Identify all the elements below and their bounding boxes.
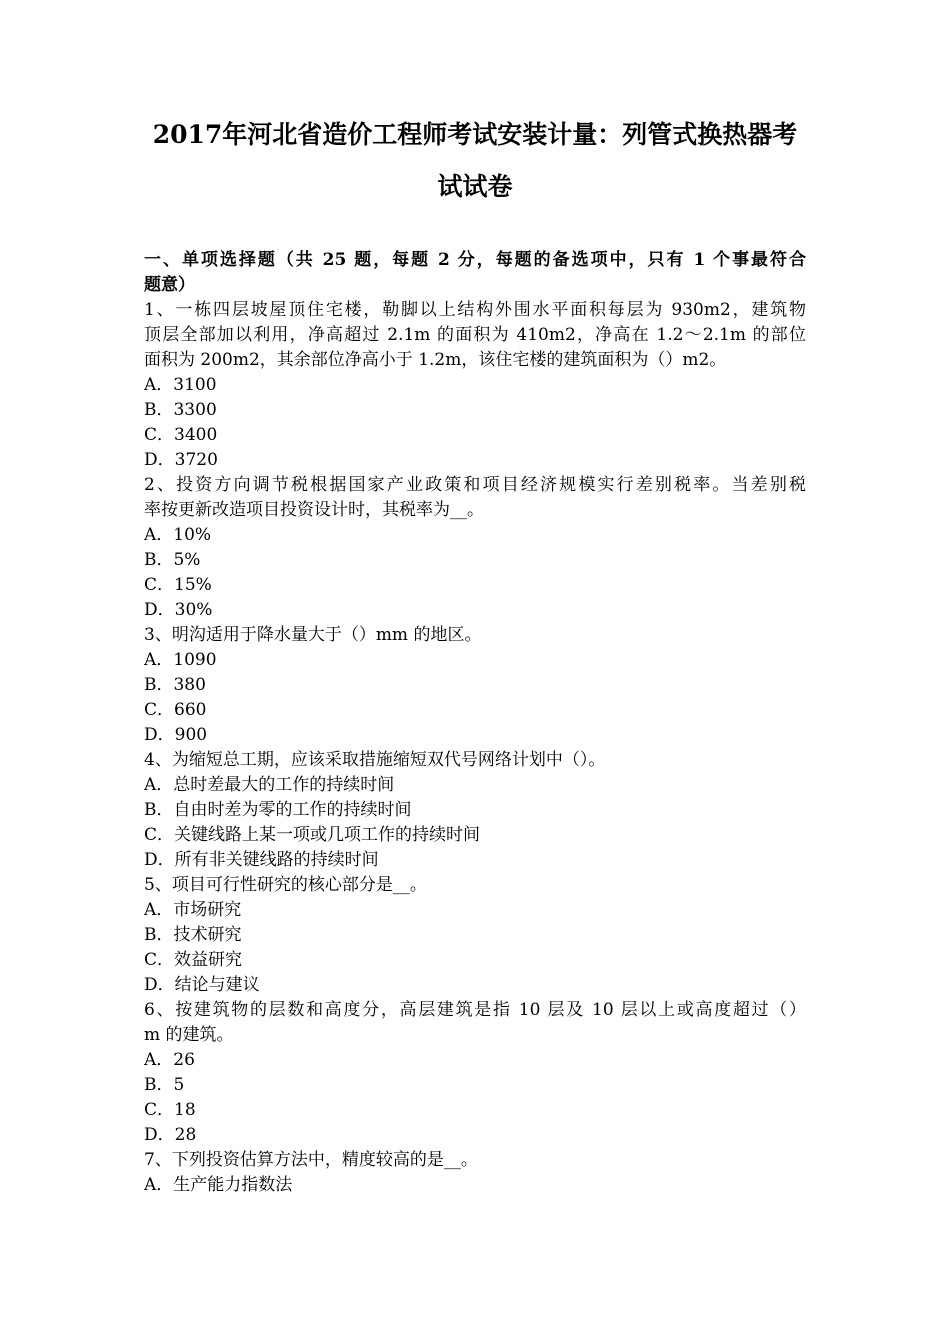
- answer-option: B．5: [144, 1075, 185, 1095]
- answer-option: A．生产能力指数法: [144, 1175, 293, 1195]
- question-6: [144, 998, 806, 1148]
- answer-option: A．市场研究: [144, 900, 242, 920]
- answer-option: B．技术研究: [144, 925, 242, 945]
- answer-option: B．5%: [144, 550, 201, 570]
- answer-option: A．26: [144, 1050, 195, 1070]
- question-2: [144, 473, 806, 623]
- question-stem: 5、项目可行性研究的核心部分是__。: [144, 875, 427, 895]
- answer-option: B．3300: [144, 400, 217, 420]
- section-header: 一、单项选择题（共 25 题，每题 2 分，每题的备选项中，只有 1 个事最符合: [144, 250, 806, 270]
- answer-option: D．28: [144, 1125, 197, 1145]
- question-stem: 面积为 200m2，其余部位净高小于 1.2m，该住宅楼的建筑面积为（）m2。: [144, 350, 727, 370]
- answer-option: C．3400: [144, 425, 218, 445]
- answer-option: B．380: [144, 675, 206, 695]
- question-5: [144, 873, 806, 998]
- question-stem: 1、一栋四层坡屋顶住宅楼，勒脚以上结构外围水平面积每层为 930m2，建筑物: [144, 300, 806, 320]
- answer-option: C．660: [144, 700, 207, 720]
- answer-option: D．所有非关键线路的持续时间: [144, 850, 379, 870]
- answer-option: D．30%: [144, 600, 213, 620]
- question-4: [144, 748, 806, 873]
- question-stem: 3、明沟适用于降水量大于（）mm 的地区。: [144, 625, 482, 645]
- question-1: [144, 298, 806, 473]
- answer-option: A．3100: [144, 375, 217, 395]
- answer-option: C．18: [144, 1100, 196, 1120]
- question-stem: 率按更新改造项目投资设计时，其税率为__。: [144, 500, 484, 520]
- question-3: [144, 623, 806, 748]
- question-stem: 4、为缩短总工期，应该采取措施缩短双代号网络计划中（）。: [144, 750, 606, 770]
- section-header-continued: 题意）: [144, 275, 195, 295]
- answer-option: A．10%: [144, 525, 212, 545]
- question-stem: 2、投资方向调节税根据国家产业政策和项目经济规模实行差别税率。当差别税: [144, 475, 806, 495]
- answer-option: A．总时差最大的工作的持续时间: [144, 775, 395, 795]
- document-body: [144, 248, 806, 1198]
- answer-option: A．1090: [144, 650, 217, 670]
- answer-option: C．关键线路上某一项或几项工作的持续时间: [144, 825, 481, 845]
- answer-option: D．结论与建议: [144, 975, 260, 995]
- question-7: [144, 1148, 806, 1198]
- question-stem: 7、下列投资估算方法中，精度较高的是__。: [144, 1150, 478, 1170]
- question-stem: 顶层全部加以利用，净高超过 2.1m 的面积为 410m2，净高在 1.2～2.1m 的部位: [144, 325, 806, 345]
- answer-option: B．自由时差为零的工作的持续时间: [144, 800, 412, 820]
- answer-option: C．15%: [144, 575, 212, 595]
- document-title-line-2: 试试卷: [437, 172, 513, 201]
- answer-option: D．900: [144, 725, 208, 745]
- question-stem: m 的建筑。: [144, 1025, 234, 1045]
- answer-option: D．3720: [144, 450, 218, 470]
- answer-option: C．效益研究: [144, 950, 243, 970]
- document-title-line-1: 2017年河北省造价工程师考试安装计量：列管式换热器考: [152, 120, 798, 149]
- question-stem: 6、按建筑物的层数和高度分，高层建筑是指 10 层及 10 层以上或高度超过（）: [144, 1000, 806, 1020]
